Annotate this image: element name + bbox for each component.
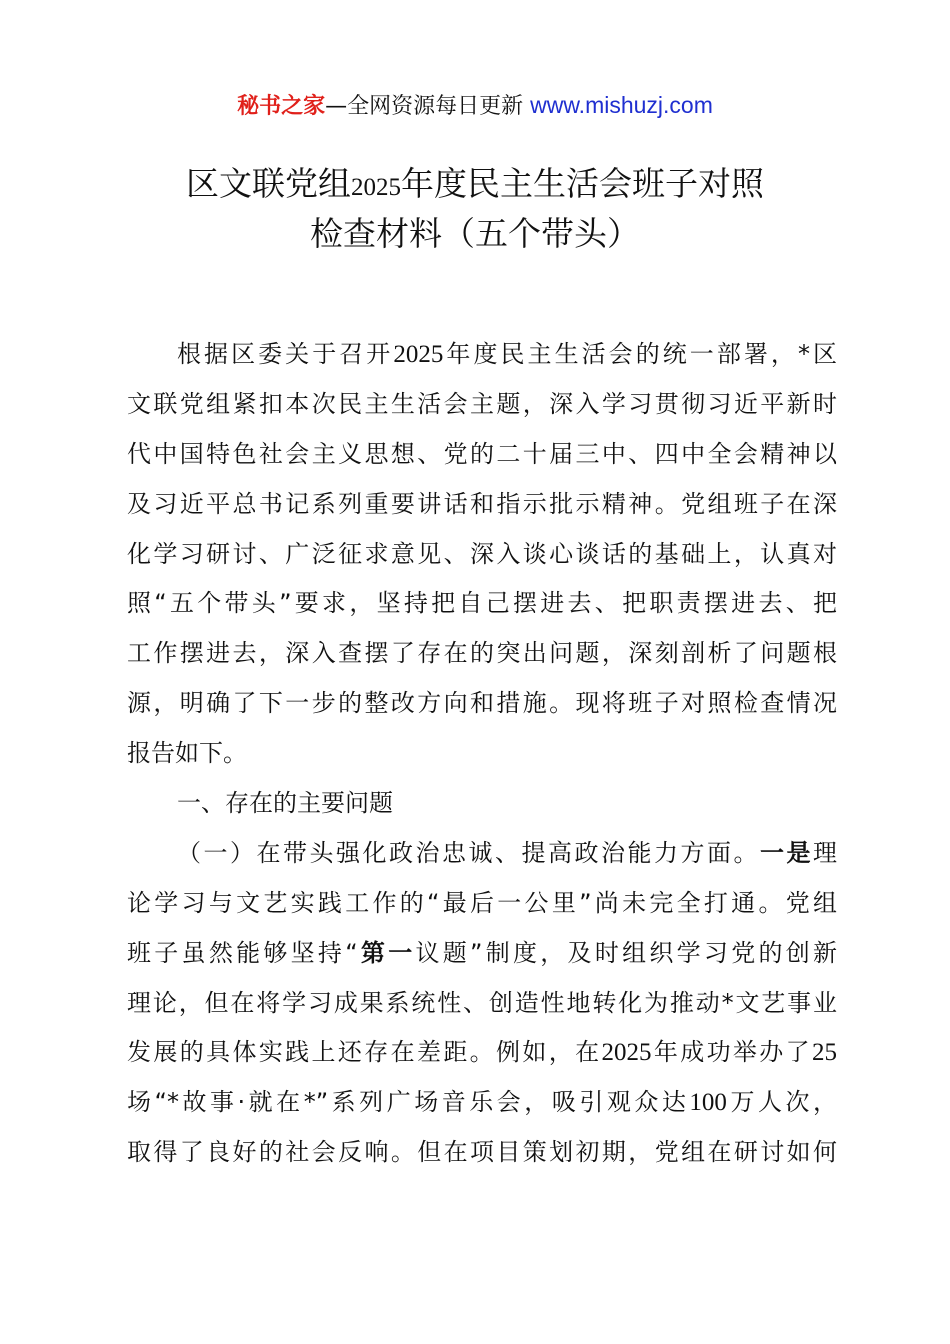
text-line: 理论，但在将学习成果系统性、创造性地转化为推动*文艺事业	[127, 988, 837, 1017]
brand-name: 秘书之家	[237, 94, 326, 119]
title-text: 区文联党组	[186, 164, 351, 203]
text-line: 代中国特色社会主义思想、党的二十届三中、四中全会精神以	[127, 439, 837, 468]
text-line: 论学习与文艺实践工作的“最后一公里”尚未完全打通。党组	[127, 888, 837, 917]
count-number: 25	[812, 1039, 838, 1067]
text-line: 源，明确了下一步的整改方向和措施。现将班子对照检查情况	[127, 689, 837, 718]
text-line: 报告如下。	[127, 739, 247, 768]
document-title	[0, 160, 950, 260]
text-line	[127, 829, 837, 879]
text-run: 年成功举办了	[651, 1038, 813, 1067]
text-run: 班子虽然能够坚持“	[127, 938, 358, 967]
title-line-2: 检查材料（五个带头）	[310, 213, 640, 253]
site-header	[0, 88, 950, 124]
text-line	[127, 1028, 837, 1078]
text-run: （一）在带头强化政治忠诚、提高政治能力方面。	[177, 838, 760, 867]
year-number: 2025	[393, 341, 444, 368]
text-run: 万人次，	[726, 1088, 838, 1117]
year-number: 2025	[601, 1039, 652, 1067]
bold-marker: 第一	[357, 938, 416, 967]
text-run: 理	[813, 838, 837, 867]
text-run: 根据区委关于召开	[177, 340, 394, 368]
text-line: 取得了良好的社会反响。但在项目策划初期，党组在研讨如何	[127, 1138, 837, 1167]
text-line	[127, 929, 837, 979]
site-url-link[interactable]: www.mishuzj.com	[530, 92, 713, 118]
text-line: 照“五个带头”要求，坚持把自己摆进去、把职责摆进去、把	[127, 589, 837, 618]
text-line: 化学习研讨、广泛征求意见、深入谈心谈话的基础上，认真对	[127, 539, 837, 568]
text-line: 文联党组紧扣本次民主生活会主题，深入学习贯彻习近平新时	[127, 389, 837, 418]
title-year: 2025	[351, 174, 401, 201]
count-number: 100	[689, 1089, 727, 1117]
text-line: 工作摆进去，深入查摆了存在的突出问题，深刻剖析了问题根	[127, 639, 837, 668]
text-run: 议题”制度，及时组织学习党的创新	[415, 938, 838, 967]
title-text: 年度民主生活会班子对照	[401, 164, 764, 203]
text-line	[127, 330, 837, 380]
title-line-1	[0, 160, 950, 210]
paragraph-issue-1	[127, 829, 837, 1178]
text-line: 及习近平总书记系列重要讲话和指示批示精神。党组班子在深	[127, 489, 837, 518]
document-body	[127, 330, 837, 1178]
bold-marker: 一是	[760, 838, 813, 867]
paragraph-intro	[127, 330, 837, 779]
text-line	[127, 1078, 837, 1128]
section-heading: 一、存在的主要问题	[177, 789, 393, 818]
text-run: 场“*故事·就在*”系列广场音乐会，吸引观众达	[127, 1088, 690, 1117]
header-slogan: —全网资源每日更新	[325, 94, 531, 119]
text-run: 年度民主生活会的统一部署，*区	[443, 340, 838, 368]
text-run: 发展的具体实践上还存在差距。例如，在	[127, 1038, 602, 1067]
